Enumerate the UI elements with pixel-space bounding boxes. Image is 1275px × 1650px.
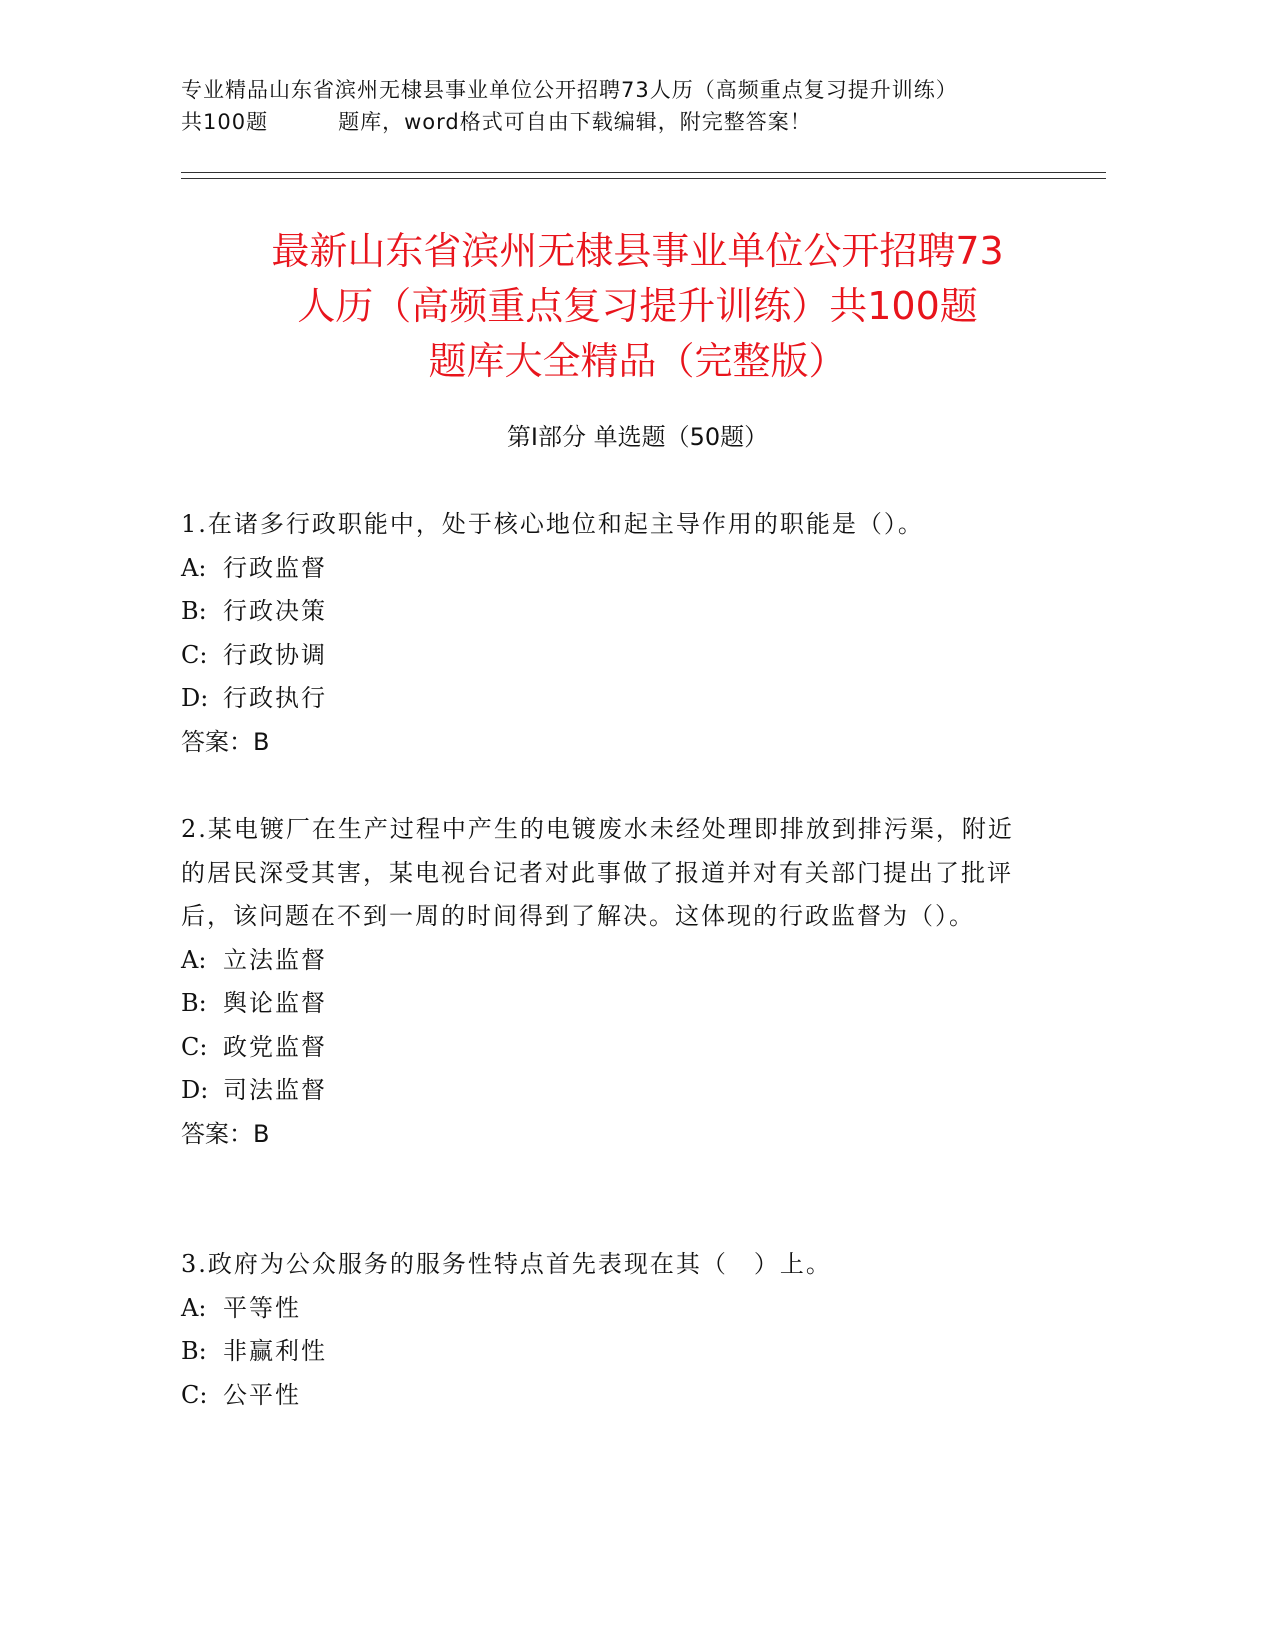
document-header-line-1: 专业精品山东省滨州无棣县事业单位公开招聘73人历（高频重点复习提升训练） bbox=[181, 78, 958, 102]
option-d: D: 司法监督 bbox=[181, 1076, 327, 1104]
header-divider-top bbox=[181, 172, 1106, 173]
title-line-1: 最新山东省滨州无棣县事业单位公开招聘73 bbox=[271, 229, 1004, 273]
title-line-2: 人历（高频重点复习提升训练）共100题 bbox=[297, 284, 978, 328]
option-a: A: 立法监督 bbox=[181, 945, 327, 974]
option-c: C: 公平性 bbox=[181, 1380, 301, 1409]
question-stem: 1.在诸多行政职能中，处于核心地位和起主导作用的职能是（）。 bbox=[181, 510, 924, 538]
document-title bbox=[150, 224, 1125, 389]
header-description: 题库，word格式可自由下载编辑，附完整答案！ bbox=[338, 110, 812, 134]
title-line-3: 题库大全精品（完整版） bbox=[428, 339, 847, 383]
header-count: 共100题 bbox=[181, 110, 269, 134]
question-stem: 2.某电镀厂在生产过程中产生的电镀废水未经处理即排放到排污渠，附近的居民深受其害，某电视台记者对此事做了报道并对有关部门提出了批评后，该问题在不到一周的时间得到了解决。这体现的行政监督为（）。 bbox=[181, 815, 1014, 930]
option-b: B: 非赢利性 bbox=[181, 1337, 327, 1365]
option-c: C: 政党监督 bbox=[181, 1032, 327, 1061]
document-header-line-2 bbox=[181, 108, 812, 136]
question-stem: 3.政府为公众服务的服务性特点首先表现在其（ ）上。 bbox=[181, 1250, 832, 1278]
answer: 答案：B bbox=[181, 1119, 270, 1148]
section-title: 第Ⅰ部分 单选题（50题） bbox=[506, 423, 769, 451]
header-divider-bottom bbox=[181, 178, 1106, 179]
question-2 bbox=[181, 808, 1021, 1156]
option-b: B: 舆论监督 bbox=[181, 989, 327, 1017]
answer: 答案：B bbox=[181, 727, 270, 756]
option-b: B: 行政决策 bbox=[181, 597, 327, 625]
option-a: A: 平等性 bbox=[181, 1293, 301, 1322]
option-d: D: 行政执行 bbox=[181, 684, 327, 712]
option-c: C: 行政协调 bbox=[181, 640, 327, 669]
option-a: A: 行政监督 bbox=[181, 553, 327, 582]
question-3 bbox=[181, 1243, 1031, 1417]
question-1 bbox=[181, 503, 1031, 764]
